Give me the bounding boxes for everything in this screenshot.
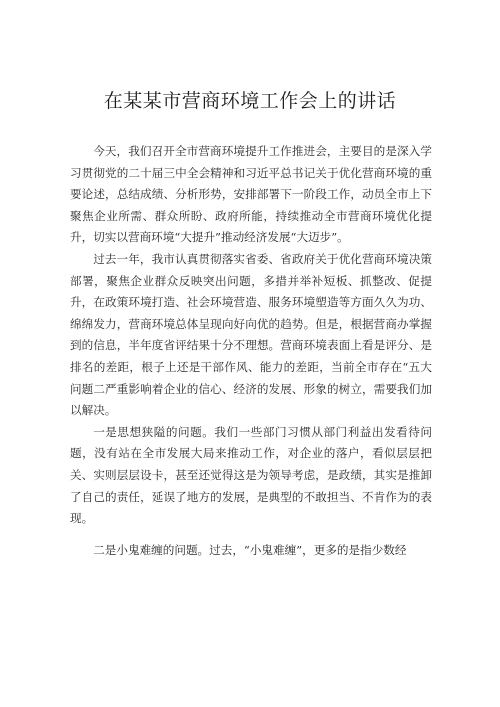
paragraph-issue-one: 一是思想狭隘的问题。我们一些部门习惯从部门利益出发看待问题，没有站在全市发展大局来推动工作，对企业的落户，看似层层把关、实则层层设卡，甚至还觉得这是为领导考虑，是政绩，其实是推卸了自己的责任，延误了地方的发展，是典型的不敢担当、不肯作为的表现。: [70, 424, 432, 526]
paragraph-issue-two: 二是小鬼难缠的问题。过去，“小鬼难缠”，更多的是指少数经: [93, 542, 407, 557]
document-title: 在某某市营商环境工作会上的讲话: [103, 90, 397, 112]
document-body: [70, 141, 432, 561]
paragraph-review: 过去一年，我市认真贯彻落实省委、省政府关于优化营商环境决策部署，聚焦企业群众反映突出问题，多措并举补短板、抓整改、促提升，在政策环境打造、社会环境营造、服务环境塑造等方面久久为功、绵绵发力，营商环境总体呈现向好向优的趋势。但是，根据营商办掌握到的信息，半年度省评结果十分不理想。营商环境表面上看是评分、是排名的差距，根子上还是干部作风、能力的差距，当前全市存在“五大问题二严重影响着企业的信心、经济的发展、形象的树立，需要我们加以解决。: [70, 251, 432, 418]
paragraph-opening: 今天，我们召开全市营商环境提升工作推进会，主要目的是深入学习贯彻党的二十届三中全会精神和习近平总书记关于优化营商环境的重要论述，总结成绩、分析形势，安排部署下一阶段工作，动员全市上下聚焦企业所需、群众所盼、政府所能，持续推动全市营商环境优化提升，切实以营商环境“大提升”推动经济发展“大迈步”。: [70, 144, 432, 245]
